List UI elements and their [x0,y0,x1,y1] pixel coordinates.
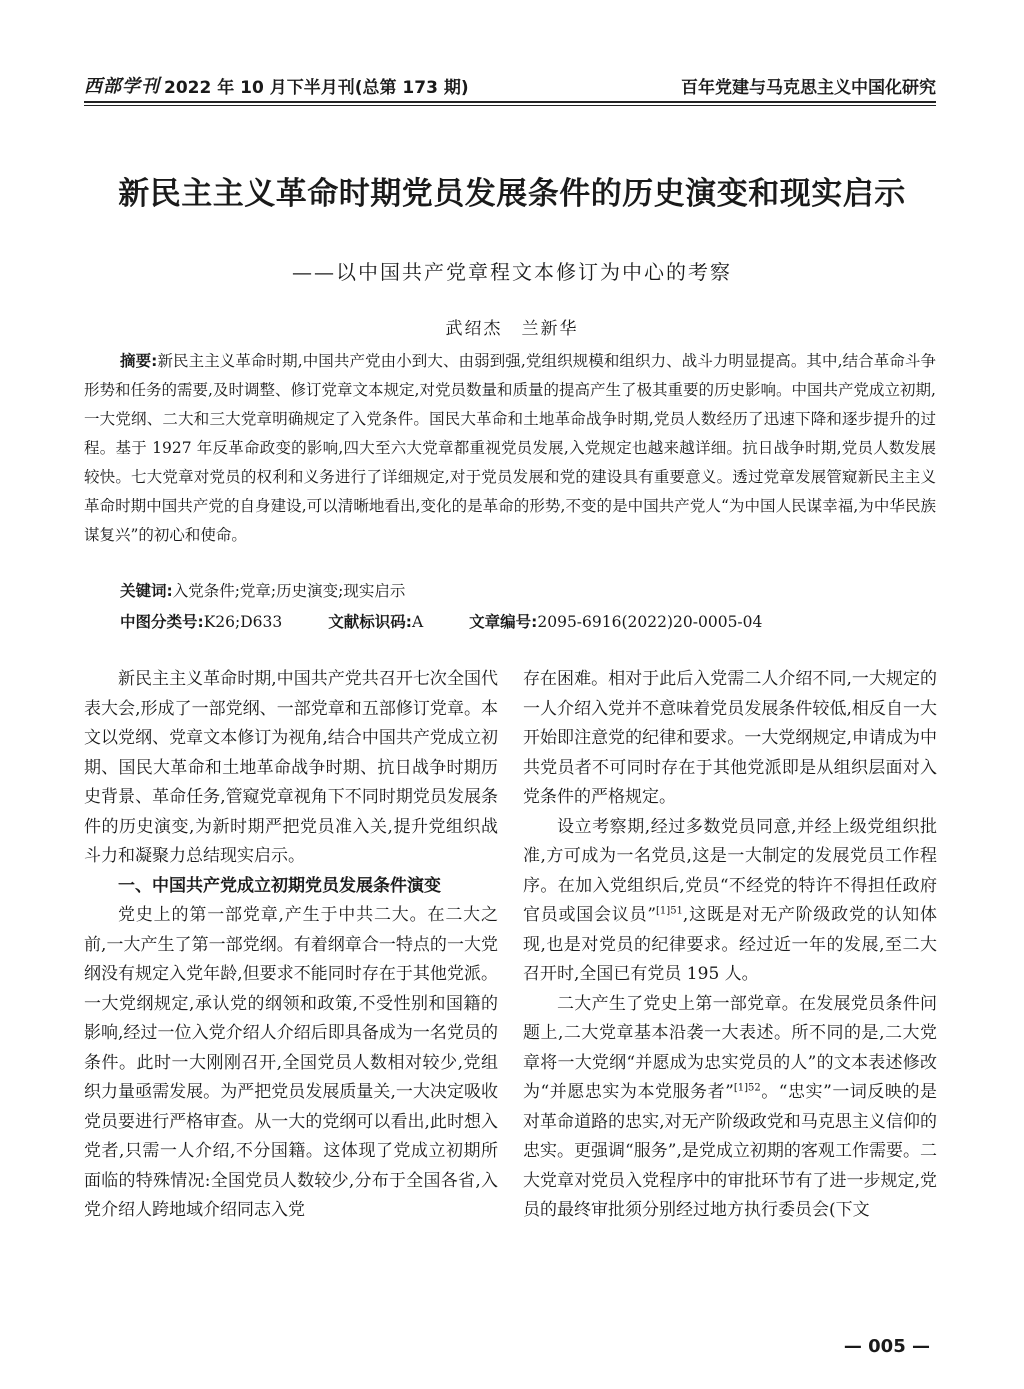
keywords-label: 关键词: [120,582,173,600]
classification-line [120,610,808,632]
body-paragraph: 党史上的第一部党章,产生于中共二大。在二大之前,一大产生了第一部党纲。有着纲章合一特点的一大党纲没有规定入党年龄,但要求不能同时存在于其他党派。一大党纲规定,承认党的纲领和政策,不受性别和国籍的影响,经过一位入党介绍人介绍后即具备成为一名党员的条件。此时一大刚刚召开,全国党员人数相对较少,党组织力量亟需发展。为严把党员发展质量关,一大决定吸收党员要进行严格审查。从一大的党纲可以看出,此时想入党者,只需一人介绍,不分国籍。这体现了党成立初期所面临的特殊情况:全国党员人数较少,分布于全国各省,入党介绍人跨地域介绍同志入党 [84,905,498,1220]
citation-ref[interactable]: [1]51 [656,905,683,917]
article-number-value: 2095-6916(2022)20-0005-04 [537,613,763,631]
paragraph-text: 二大产生了党史上第一部党章。在发展党员条件问题上,二大党章基本沿袭一大表述。所不同的是,二大党章将一大党纲“并愿成为忠实党员的人”的文本表述修改为“并愿忠实为本党服务者” [523,993,937,1102]
article-number-label: 文章编号: [469,613,538,631]
body-paragraph: 新民主主义革命时期,中国共产党共召开七次全国代表大会,形成了一部党纲、一部党章和五部修订党章。本文以党纲、党章文本修订为视角,结合中国共产党成立初期、国民大革命和土地革命战争时期、抗日战争时期历史背景、革命任务,管窥党章视角下不同时期党员发展条件的历史演变,为新时期严把党员准入关,提升党组织战斗力和凝聚力总结现实启示。 [84,669,498,866]
header-left [84,72,469,98]
body-column-left [84,665,498,1226]
keywords [120,579,405,601]
doc-code-value: A [411,613,424,631]
section-title: 百年党建与马克思主义中国化研究 [681,78,936,98]
clc-label: 中图分类号: [120,613,204,631]
header-rule-thin [84,105,936,106]
clc-number [120,610,282,632]
document-code [328,610,423,632]
abstract-text: 新民主主义革命时期,中国共产党由小到大、由弱到强,党组织规模和组织力、战斗力明显提高。其中,结合革命斗争形势和任务的需要,及时调整、修订党章文本规定,对党员数量和质量的提高产生了极其重要的历史影响。中国共产党成立初期,一大党纲、二大和三大党章明确规定了入党条件。国民大革命和土地革命战争时期,党员人数经历了迅速下降和逐步提升的过程。基于 1927 年反革命政变的影响,四大至六大党章都重视党员发展,入党规定也越来越详细。抗日战争时期,党员人数发展较快。七大党章对党员的权利和义务进行了详细规定,对于党员发展和党的建设具有重要意义。透过党章发展管窥新民主主义革命时期中国共产党的自身建设,可以清晰地看出,变化的是革命的形势,不变的是中国共产党人“为中国人民谋幸福,为中华民族谋复兴”的初心和使命。 [84,352,936,544]
article-title: 新民主主义革命时期党员发展条件的历史演变和现实启示 [118,176,906,212]
header-rule [84,101,936,103]
paragraph-text: 设立考察期,经过多数党员同意,并经上级党组织批准,方可成为一名党员,这是一大制定的发展党员工作程序。在加入党组织后,党员“不经党的特许不得担任政府官员或国会议员” [523,816,937,925]
authors: 武绍杰 兰新华 [445,319,579,339]
article-subtitle: ——以中国共产党章程文本修订为中心的考察 [292,260,732,284]
abstract-label: 摘要: [120,352,158,370]
clc-value: K26;D633 [203,613,283,631]
body-column-right [523,665,937,1226]
body-paragraph [523,990,937,1226]
journal-logo: 西部学刊 [84,76,160,97]
keywords-text: 入党条件;党章;历史演变;现实启示 [172,582,406,600]
abstract [84,347,936,550]
citation-ref[interactable]: [1]52 [733,1082,761,1094]
article-number [469,610,762,632]
paragraph-text: ,这既是对无产阶级政党的认知体现,也是对党员的纪律要求。经过近一年的发展,至二大召开时,全国已有党员 195 人。 [523,905,937,984]
page-number: — 005 — [843,1336,930,1357]
body-paragraph [523,813,937,990]
doc-code-label: 文献标识码: [328,613,412,631]
issue-info: 2022 年 10 月下半月刊(总第 173 期) [164,78,469,98]
running-header [84,68,936,98]
section-heading: 一、中国共产党成立初期党员发展条件演变 [118,875,441,896]
paragraph-text: 。“忠实”一词反映的是对革命道路的忠实,对无产阶级政党和马克思主义信仰的忠实。更强调“服务”,是党成立初期的客观工作需要。二大党章对党员入党程序中的审批环节有了进一步规定,党员的最终审批须分别经过地方执行委员会(下文 [523,1082,937,1220]
body-paragraph: 存在困难。相对于此后入党需二人介绍不同,一大规定的一人介绍入党并不意味着党员发展条件较低,相反自一大开始即注意党的纪律和要求。一大党纲规定,申请成为中共党员者不可同时存在于其他党派即是从组织层面对入党条件的严格规定。 [523,669,937,807]
